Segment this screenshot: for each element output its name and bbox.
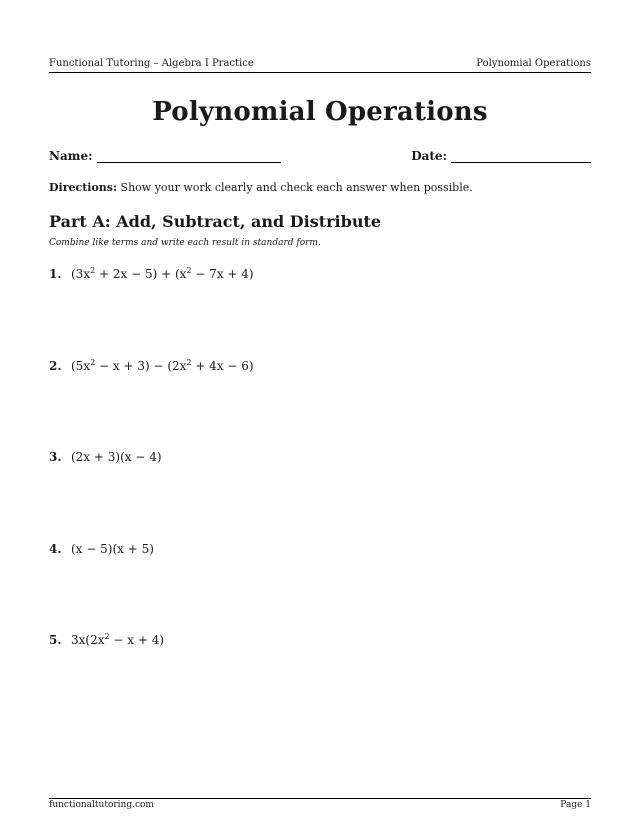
problem-expression: $(5x^2 - x + 3) - (2x^2 + 4x - 6)$ [71, 358, 254, 373]
problem-number: 1. [49, 267, 62, 281]
name-field [49, 149, 281, 163]
date-field [411, 149, 591, 163]
problem-number: 5. [49, 633, 62, 647]
name-blank-line [97, 152, 281, 163]
header-right: Polynomial Operations [476, 58, 591, 69]
problem-expression: (2x + 3)(x − 4) [71, 450, 162, 464]
directions-text: Show your work clearly and check each answer when possible. [117, 181, 473, 194]
directions-label: Directions: [49, 181, 118, 194]
name-date-row [49, 149, 591, 163]
problem-expression: (x − 5)(x + 5) [71, 542, 154, 556]
date-blank-line [451, 152, 591, 163]
date-label: Date: [411, 149, 447, 163]
page-number: Page 1 [560, 800, 591, 810]
name-label: Name: [49, 149, 93, 163]
header-left: Functional Tutoring – Algebra I Practice [49, 58, 254, 69]
problem-expression: $3x(2x^2 - x + 4)$ [71, 632, 165, 647]
problem-item [49, 449, 162, 465]
problem-number: 4. [49, 542, 62, 556]
directions [49, 181, 591, 195]
problem-number: 2. [49, 359, 62, 373]
problem-item [49, 266, 254, 282]
footer-rule [49, 798, 591, 799]
page-footer [49, 800, 591, 811]
problem-item [49, 358, 254, 374]
running-header [49, 58, 591, 70]
page-title: Polynomial Operations [152, 97, 488, 127]
part-a-heading: Part A: Add, Subtract, and Distribute [49, 212, 382, 231]
problem-item [49, 541, 154, 557]
header-rule [49, 72, 591, 73]
problem-expression: $(3x^2 + 2x - 5) + (x^2 - 7x + 4)$ [71, 266, 254, 281]
footer-site: functionaltutoring.com [49, 800, 154, 810]
problem-number: 3. [49, 450, 62, 464]
part-a-subtitle: Combine like terms and write each result in standard form. [49, 238, 321, 248]
problem-item [49, 632, 164, 648]
